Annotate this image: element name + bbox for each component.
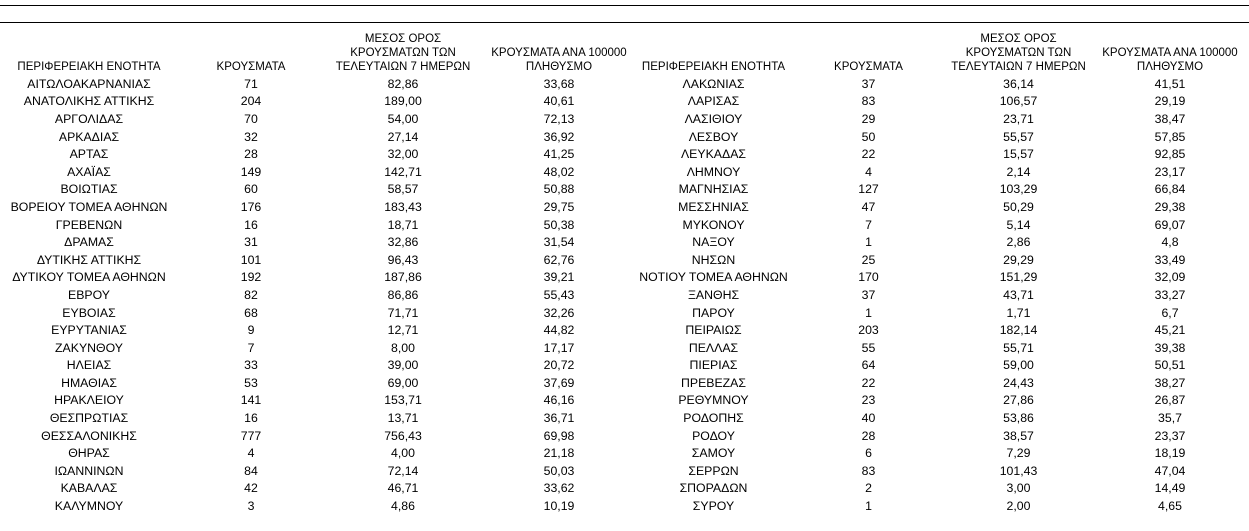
col-header-cases: ΚΡΟΥΣΜΑΤΑ — [834, 61, 903, 73]
avg7-cell: 38,57 — [1003, 428, 1034, 443]
avg7-cell: 55,57 — [1003, 129, 1034, 144]
region-cell: ΑΙΤΩΛΟΑΚΑΡΝΑΝΙΑΣ — [27, 76, 151, 91]
avg7-cell: 101,43 — [999, 463, 1038, 478]
avg7-cell: 142,71 — [384, 164, 422, 179]
avg7-cell: 32,00 — [387, 147, 419, 162]
avg7-cell: 58,57 — [387, 182, 419, 197]
per100k-cell: 32,09 — [1154, 270, 1186, 285]
table-row — [0, 497, 1249, 515]
avg7-cell: 2,14 — [1006, 164, 1031, 179]
avg7-cell: 1,71 — [1006, 305, 1031, 320]
table-row — [0, 181, 1249, 199]
region-cell: ΑΧΑΪΑΣ — [67, 164, 111, 179]
avg7-cell: 55,71 — [1003, 340, 1034, 355]
region-cell: ΔΥΤΙΚΗΣ ΑΤΤΙΚΗΣ — [36, 252, 142, 267]
per100k-cell: 4,8 — [1161, 235, 1179, 250]
region-cell: ΝΟΤΙΟΥ ΤΟΜΕΑ ΑΘΗΝΩΝ — [639, 270, 788, 285]
table-row — [0, 374, 1249, 392]
per100k-cell: 20,72 — [543, 358, 575, 373]
col-header-region: ΠΕΡΙΦΕΡΕΙΑΚΗ ΕΝΟΤΗΤΑ — [17, 61, 161, 73]
region-cell: ΔΡΑΜΑΣ — [64, 235, 114, 250]
per100k-cell: 23,37 — [1154, 428, 1186, 443]
cases-cell: 176 — [240, 199, 262, 214]
table-row — [0, 128, 1249, 146]
table-row — [0, 444, 1249, 462]
region-cell: ΜΕΣΣΗΝΙΑΣ — [678, 199, 749, 214]
per100k-cell: 41,25 — [543, 147, 575, 162]
cases-cell: 23 — [861, 393, 876, 408]
col-header-avg7: ΜΕΣΟΣ ΟΡΟΣ ΚΡΟΥΣΜΑΤΩΝ ΤΩΝ ΤΕΛΕΥΤΑΙΩΝ 7 ΗΜΕΡΩΝ — [951, 33, 1086, 73]
cases-cell: 7 — [865, 217, 872, 232]
cases-cell: 82 — [244, 287, 258, 302]
avg7-cell: 103,29 — [999, 182, 1038, 197]
avg7-cell: 18,71 — [387, 217, 419, 232]
per100k-cell: 33,49 — [1154, 252, 1186, 267]
avg7-cell: 71,71 — [387, 305, 419, 320]
table-row — [0, 357, 1249, 375]
cases-cell: 29 — [861, 111, 876, 126]
avg7-cell: 54,00 — [387, 111, 419, 126]
avg7-cell: 8,00 — [391, 340, 415, 355]
per100k-cell: 32,26 — [543, 305, 575, 320]
table-row — [0, 392, 1249, 410]
region-cell: ΛΑΡΙΣΑΣ — [687, 94, 740, 109]
region-cell: ΣΑΜΟΥ — [691, 446, 736, 461]
per100k-cell: 44,82 — [543, 323, 575, 338]
region-cell: ΠΙΕΡΙΑΣ — [689, 358, 738, 373]
table-row — [0, 110, 1249, 128]
cases-cell: 141 — [240, 393, 262, 408]
cases-cell: 68 — [244, 305, 258, 320]
cases-cell: 6 — [865, 446, 872, 461]
avg7-cell: 4,86 — [391, 499, 415, 514]
per100k-cell: 40,61 — [543, 94, 575, 109]
per100k-cell: 26,87 — [1154, 393, 1186, 408]
per100k-cell: 33,27 — [1154, 287, 1186, 302]
cases-cell: 4 — [247, 446, 255, 461]
cases-cell: 7 — [247, 340, 255, 355]
table-body — [0, 75, 1249, 515]
region-cell: ΙΩΑΝΝΙΝΩΝ — [54, 463, 124, 478]
per100k-cell: 36,71 — [543, 411, 575, 426]
region-cell: ΗΛΕΙΑΣ — [66, 358, 112, 373]
cases-cell: 28 — [244, 147, 258, 162]
cases-table — [0, 32, 1249, 515]
avg7-cell: 69,00 — [387, 375, 419, 390]
avg7-cell: 756,43 — [384, 428, 422, 443]
per100k-cell: 66,84 — [1154, 182, 1186, 197]
region-cell: ΣΠΟΡΑΔΩΝ — [679, 481, 748, 496]
region-cell: ΑΡΤΑΣ — [69, 147, 109, 162]
cases-cell: 60 — [244, 182, 258, 197]
region-cell: ΕΥΡΥΤΑΝΙΑΣ — [51, 323, 127, 338]
cases-cell: 71 — [244, 76, 258, 91]
per100k-cell: 33,62 — [543, 481, 575, 496]
cases-cell: 192 — [240, 270, 262, 285]
avg7-cell: 39,00 — [387, 358, 419, 373]
per100k-cell: 92,85 — [1154, 147, 1186, 162]
region-cell: ΑΡΓΟΛΙΔΑΣ — [54, 111, 124, 126]
avg7-cell: 12,71 — [387, 323, 419, 338]
avg7-cell: 2,86 — [1006, 235, 1031, 250]
cases-cell: 55 — [861, 340, 876, 355]
cases-cell: 2 — [865, 481, 872, 496]
avg7-cell: 46,71 — [387, 481, 419, 496]
col-header-cases: ΚΡΟΥΣΜΑΤΑ — [216, 61, 286, 73]
region-cell: ΜΥΚΟΝΟΥ — [682, 217, 745, 232]
region-cell: ΠΑΡΟΥ — [692, 305, 735, 320]
per100k-cell: 21,18 — [543, 446, 575, 461]
region-cell: ΛΑΚΩΝΙΑΣ — [682, 76, 745, 91]
per100k-cell: 17,17 — [543, 340, 575, 355]
region-cell: ΛΗΜΝΟΥ — [686, 164, 741, 179]
table-row — [0, 198, 1249, 216]
cases-cell: 16 — [244, 217, 258, 232]
per100k-cell: 33,68 — [543, 76, 575, 91]
per100k-cell: 50,03 — [543, 463, 575, 478]
table-row — [0, 286, 1249, 304]
avg7-cell: 59,00 — [1003, 358, 1034, 373]
per100k-cell: 39,21 — [543, 270, 575, 285]
cases-cell: 70 — [244, 111, 258, 126]
per100k-cell: 10,19 — [543, 499, 575, 514]
table-row — [0, 269, 1249, 287]
avg7-cell: 153,71 — [384, 393, 422, 408]
region-cell: ΛΑΣΙΘΙΟΥ — [684, 111, 743, 126]
avg7-cell: 27,86 — [1003, 393, 1034, 408]
avg7-cell: 151,29 — [999, 270, 1038, 285]
per100k-cell: 41,51 — [1154, 76, 1186, 91]
avg7-cell: 43,71 — [1003, 287, 1034, 302]
region-cell: ΣΕΡΡΩΝ — [688, 463, 739, 478]
avg7-cell: 4,00 — [391, 446, 415, 461]
per100k-cell: 72,13 — [543, 111, 575, 126]
region-cell: ΘΗΡΑΣ — [68, 446, 110, 461]
table-row — [0, 462, 1249, 480]
per100k-cell: 38,27 — [1154, 375, 1186, 390]
per100k-cell: 35,7 — [1158, 411, 1182, 426]
table-row — [0, 93, 1249, 111]
cases-cell: 40 — [861, 411, 876, 426]
cases-cell: 83 — [861, 463, 876, 478]
region-cell: ΡΟΔΟΠΗΣ — [683, 411, 744, 426]
region-cell: ΔΥΤΙΚΟΥ ΤΟΜΕΑ ΑΘΗΝΩΝ — [12, 270, 166, 285]
cases-cell: 31 — [244, 235, 258, 250]
cases-cell: 33 — [244, 358, 258, 373]
cases-cell: 204 — [240, 94, 262, 109]
avg7-cell: 24,43 — [1003, 375, 1034, 390]
per100k-cell: 57,85 — [1154, 129, 1186, 144]
col-header-region: ΠΕΡΙΦΕΡΕΙΑΚΗ ΕΝΟΤΗΤΑ — [641, 61, 786, 73]
cases-cell: 47 — [861, 199, 876, 214]
per100k-cell: 45,21 — [1154, 323, 1186, 338]
cases-cell: 37 — [861, 287, 876, 302]
avg7-cell: 36,14 — [1003, 76, 1034, 91]
region-cell: ΠΕΙΡΑΙΩΣ — [685, 323, 742, 338]
cases-cell: 4 — [865, 164, 872, 179]
region-cell: ΡΕΘΥΜΝΟΥ — [678, 393, 749, 408]
region-cell: ΡΟΔΟΥ — [692, 428, 735, 443]
per100k-cell: 50,38 — [543, 217, 575, 232]
cases-cell: 1 — [865, 305, 872, 320]
avg7-cell: 182,14 — [999, 323, 1038, 338]
per100k-cell: 31,54 — [543, 235, 575, 250]
avg7-cell: 53,86 — [1003, 411, 1034, 426]
avg7-cell: 32,86 — [387, 235, 419, 250]
region-cell: ΑΝΑΤΟΛΙΚΗΣ ΑΤΤΙΚΗΣ — [23, 94, 155, 109]
region-cell: ΛΕΣΒΟΥ — [688, 129, 739, 144]
avg7-cell: 96,43 — [387, 252, 419, 267]
col-header-per100k: ΚΡΟΥΣΜΑΤΑ ΑΝΑ 100000 ΠΛΗΘΥΣΜΟ — [1102, 47, 1238, 73]
per100k-cell: 4,65 — [1158, 499, 1182, 514]
region-cell: ΘΕΣΠΡΩΤΙΑΣ — [49, 411, 129, 426]
region-cell: ΣΥΡΟΥ — [692, 499, 735, 514]
per100k-cell: 29,19 — [1154, 94, 1186, 109]
cases-cell: 37 — [861, 76, 876, 91]
cases-cell: 53 — [244, 375, 258, 390]
cases-cell: 84 — [244, 463, 258, 478]
per100k-cell: 69,98 — [543, 428, 575, 443]
cases-cell: 22 — [861, 375, 876, 390]
per100k-cell: 39,38 — [1154, 340, 1186, 355]
region-cell: ΛΕΥΚΑΔΑΣ — [680, 147, 747, 162]
region-cell: ΚΑΒΑΛΑΣ — [60, 481, 118, 496]
region-cell: ΗΡΑΚΛΕΙΟΥ — [54, 393, 124, 408]
table-row — [0, 145, 1249, 163]
cases-cell: 170 — [858, 270, 879, 285]
per100k-cell: 48,02 — [543, 164, 575, 179]
per100k-cell: 6,7 — [1161, 305, 1179, 320]
cases-cell: 32 — [244, 129, 258, 144]
per100k-cell: 23,17 — [1154, 164, 1186, 179]
cases-cell: 1 — [865, 499, 872, 514]
avg7-cell: 183,43 — [384, 199, 422, 214]
region-cell: ΖΑΚΥΝΘΟΥ — [55, 340, 123, 355]
per100k-cell: 62,76 — [543, 252, 575, 267]
region-cell: ΞΑΝΘΗΣ — [687, 287, 740, 302]
region-cell: ΓΡΕΒΕΝΩΝ — [55, 217, 123, 232]
avg7-cell: 13,71 — [387, 411, 419, 426]
avg7-cell: 27,14 — [387, 129, 419, 144]
cases-cell: 777 — [240, 428, 262, 443]
table-row — [0, 75, 1249, 93]
top-rule — [0, 5, 1249, 6]
per100k-cell: 29,38 — [1154, 199, 1186, 214]
avg7-cell: 82,86 — [387, 76, 419, 91]
avg7-cell: 189,00 — [384, 94, 422, 109]
cases-cell: 64 — [861, 358, 876, 373]
cases-cell: 25 — [861, 252, 876, 267]
cases-cell: 83 — [861, 94, 876, 109]
avg7-cell: 50,29 — [1003, 199, 1034, 214]
region-cell: ΠΡΕΒΕΖΑΣ — [680, 375, 746, 390]
avg7-cell: 72,14 — [387, 463, 419, 478]
cases-cell: 127 — [858, 182, 879, 197]
table-row — [0, 251, 1249, 269]
avg7-cell: 23,71 — [1003, 111, 1034, 126]
per100k-cell: 37,69 — [543, 375, 575, 390]
table-row — [0, 233, 1249, 251]
region-cell: ΕΒΡΟΥ — [68, 287, 110, 302]
per100k-cell: 50,51 — [1154, 358, 1186, 373]
table-row — [0, 321, 1249, 339]
avg7-cell: 86,86 — [387, 287, 419, 302]
table-row — [0, 163, 1249, 181]
per100k-cell: 18,19 — [1154, 446, 1186, 461]
region-cell: ΠΕΛΛΑΣ — [688, 340, 739, 355]
region-cell: ΘΕΣΣΑΛΟΝΙΚΗΣ — [41, 428, 137, 443]
per100k-cell: 69,07 — [1154, 217, 1186, 232]
avg7-cell: 187,86 — [384, 270, 422, 285]
cases-cell: 101 — [240, 252, 262, 267]
region-cell: ΒΟΡΕΙΟΥ ΤΟΜΕΑ ΑΘΗΝΩΝ — [10, 199, 168, 214]
region-cell: ΝΑΞΟΥ — [692, 235, 735, 250]
header-row — [0, 32, 1249, 75]
header-rule — [0, 22, 1249, 23]
region-cell: ΕΥΒΟΙΑΣ — [62, 305, 116, 320]
avg7-cell: 106,57 — [999, 94, 1038, 109]
avg7-cell: 15,57 — [1003, 147, 1034, 162]
cases-cell: 203 — [858, 323, 879, 338]
avg7-cell: 2,00 — [1006, 499, 1031, 514]
cases-cell: 9 — [247, 323, 255, 338]
per100k-cell: 38,47 — [1154, 111, 1186, 126]
table-row — [0, 339, 1249, 357]
avg7-cell: 29,29 — [1003, 252, 1034, 267]
cases-cell: 149 — [240, 164, 262, 179]
cases-cell: 50 — [861, 129, 876, 144]
per100k-cell: 47,04 — [1154, 463, 1186, 478]
table-row — [0, 427, 1249, 445]
cases-cell: 28 — [861, 428, 876, 443]
region-cell: ΗΜΑΘΙΑΣ — [61, 375, 117, 390]
per100k-cell: 55,43 — [543, 287, 575, 302]
avg7-cell: 5,14 — [1006, 217, 1031, 232]
table-row — [0, 480, 1249, 498]
cases-cell: 16 — [244, 411, 258, 426]
per100k-cell: 14,49 — [1154, 481, 1186, 496]
per100k-cell: 50,88 — [543, 182, 575, 197]
region-cell: ΜΑΓΝΗΣΙΑΣ — [678, 182, 749, 197]
region-cell: ΚΑΛΥΜΝΟΥ — [54, 499, 124, 514]
per100k-cell: 46,16 — [543, 393, 575, 408]
avg7-cell: 3,00 — [1006, 481, 1031, 496]
cases-cell: 1 — [865, 235, 872, 250]
per100k-cell: 29,75 — [543, 199, 575, 214]
table-row — [0, 304, 1249, 322]
region-cell: ΒΟΙΩΤΙΑΣ — [60, 182, 118, 197]
per100k-cell: 36,92 — [543, 129, 575, 144]
col-header-per100k: ΚΡΟΥΣΜΑΤΑ ΑΝΑ 100000 ΠΛΗΘΥΣΜΟ — [491, 47, 627, 73]
region-cell: ΑΡΚΑΔΙΑΣ — [58, 129, 120, 144]
avg7-cell: 7,29 — [1006, 446, 1031, 461]
region-cell: ΝΗΣΩΝ — [691, 252, 736, 267]
cases-cell: 42 — [244, 481, 258, 496]
table-row — [0, 216, 1249, 234]
cases-cell: 22 — [861, 147, 876, 162]
col-header-avg7: ΜΕΣΟΣ ΟΡΟΣ ΚΡΟΥΣΜΑΤΩΝ ΤΩΝ ΤΕΛΕΥΤΑΙΩΝ 7 ΗΜΕΡΩΝ — [335, 33, 471, 73]
table-row — [0, 409, 1249, 427]
cases-cell: 3 — [247, 499, 255, 514]
